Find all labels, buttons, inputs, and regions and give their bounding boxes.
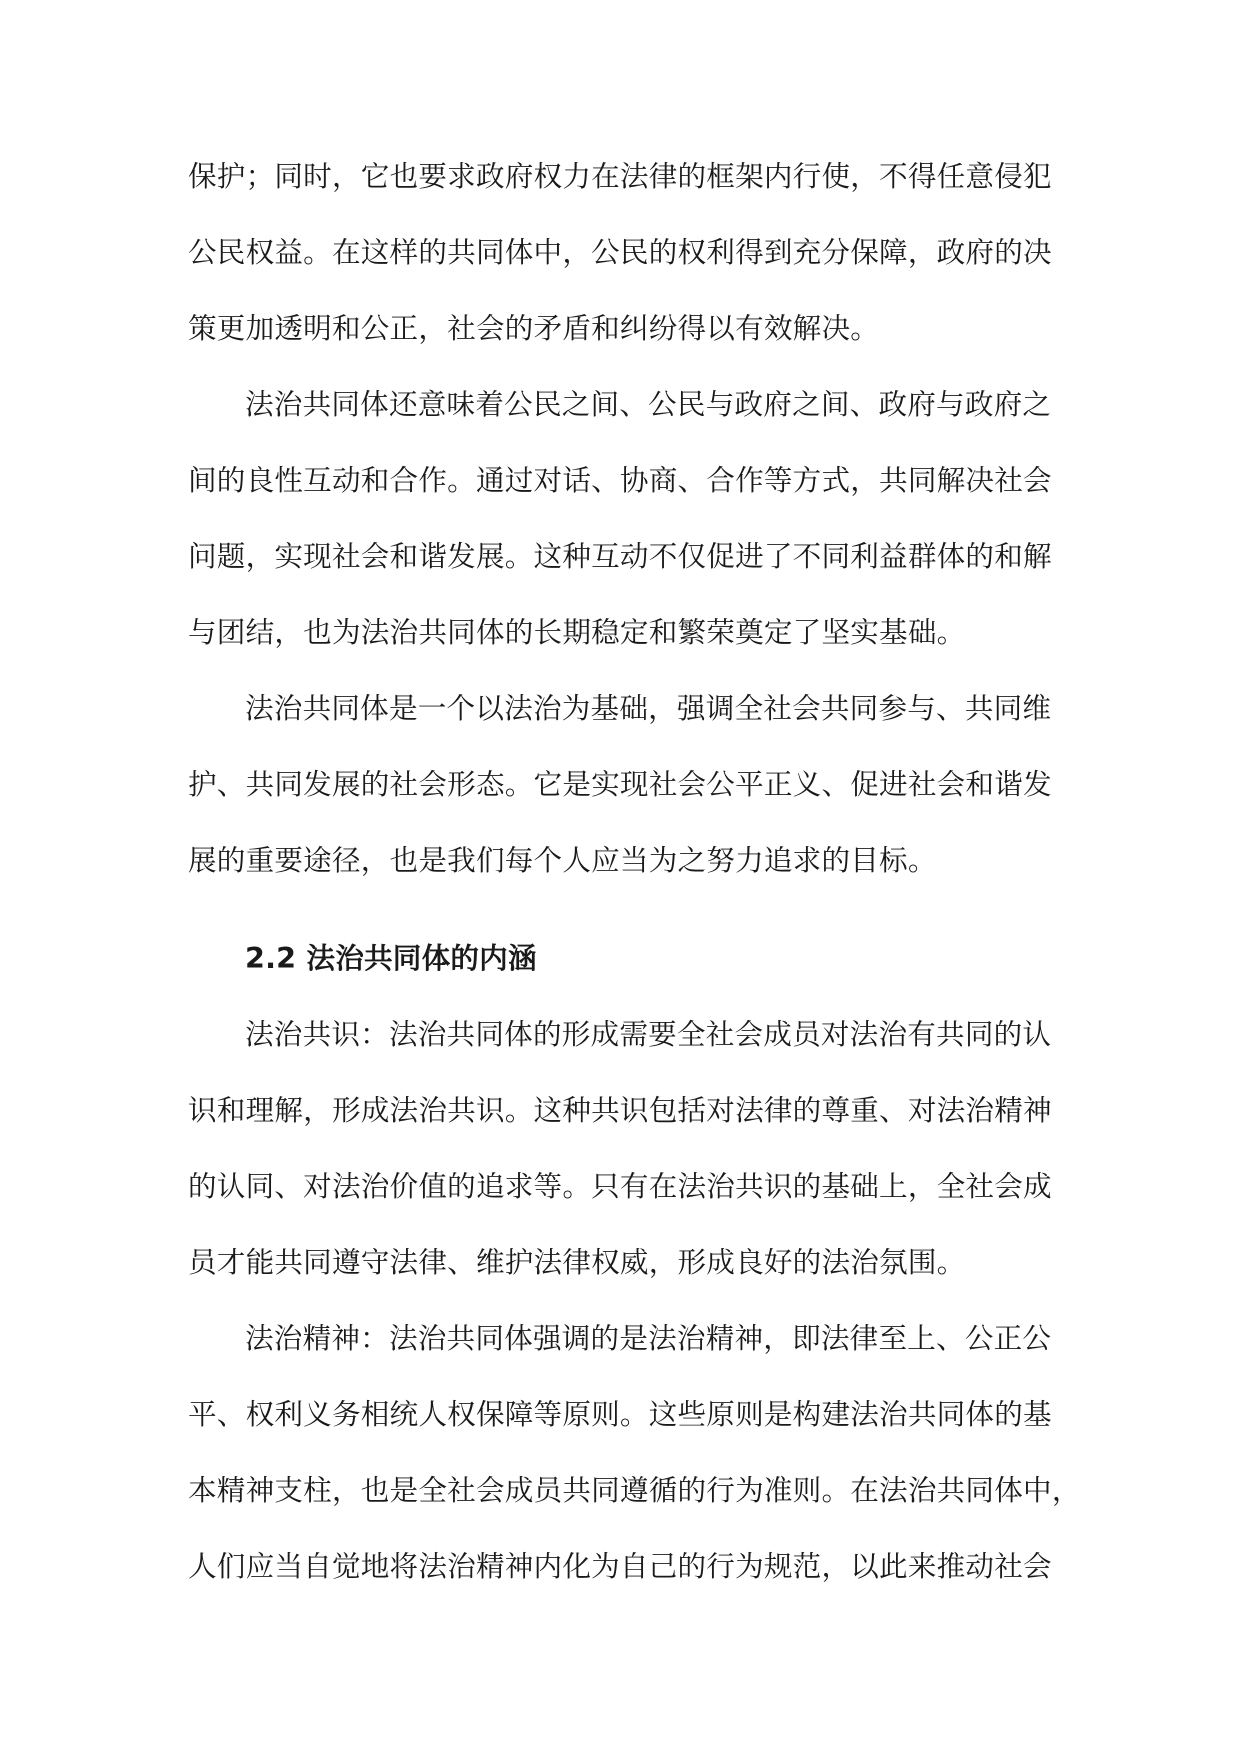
paragraph [188,366,1054,670]
text-line: 法治共识：法治共同体的形成需要全社会成员对法治有共同的认 [245,1017,1052,1051]
document-page [188,138,1081,1604]
text-line: 平、权利义务相统人权保障等原则。这些原则是构建法治共同体的基 [188,1397,1052,1431]
text-line: 员才能共同遵守法律、维护法律权威，形成良好的法治氛围。 [188,1245,966,1279]
text-line: 问题，实现社会和谐发展。这种互动不仅促进了不同利益群体的和解 [188,539,1052,573]
paragraph [188,670,1054,898]
text-line: 识和理解，形成法治共识。这种共识包括对法律的尊重、对法治精神 [188,1093,1052,1127]
text-line: 策更加透明和公正，社会的矛盾和纠纷得以有效解决。 [188,311,880,345]
paragraph [188,996,1054,1300]
text-line: 法治精神：法治共同体强调的是法治精神，即法律至上、公正公 [245,1321,1052,1355]
text-line: 公民权益。在这样的共同体中，公民的权利得到充分保障，政府的决 [188,235,1052,269]
text-line: 本精神支柱，也是全社会成员共同遵循的行为准则。在法治共同体中， [188,1473,1081,1507]
text-line: 法治共同体是一个以法治为基础，强调全社会共同参与、共同维 [245,691,1052,725]
section-heading: 2.2 法治共同体的内涵 [245,941,537,975]
text-line: 护、共同发展的社会形态。它是实现社会公平正义、促进社会和谐发 [188,767,1052,801]
paragraph [188,138,1054,366]
text-line: 与团结，也为法治共同体的长期稳定和繁荣奠定了坚实基础。 [188,615,966,649]
text-line: 的认同、对法治价值的追求等。只有在法治共识的基础上，全社会成 [188,1169,1052,1203]
text-line: 人们应当自觉地将法治精神内化为自己的行为规范，以此来推动社会 [188,1549,1052,1583]
text-line: 法治共同体还意味着公民之间、公民与政府之间、政府与政府之 [245,387,1052,421]
paragraph [188,1300,1081,1604]
text-line: 展的重要途径，也是我们每个人应当为之努力追求的目标。 [188,843,937,877]
text-line: 间的良性互动和合作。通过对话、协商、合作等方式，共同解决社会 [188,463,1052,497]
text-line: 保护；同时，它也要求政府权力在法律的框架内行使，不得任意侵犯 [188,159,1052,193]
